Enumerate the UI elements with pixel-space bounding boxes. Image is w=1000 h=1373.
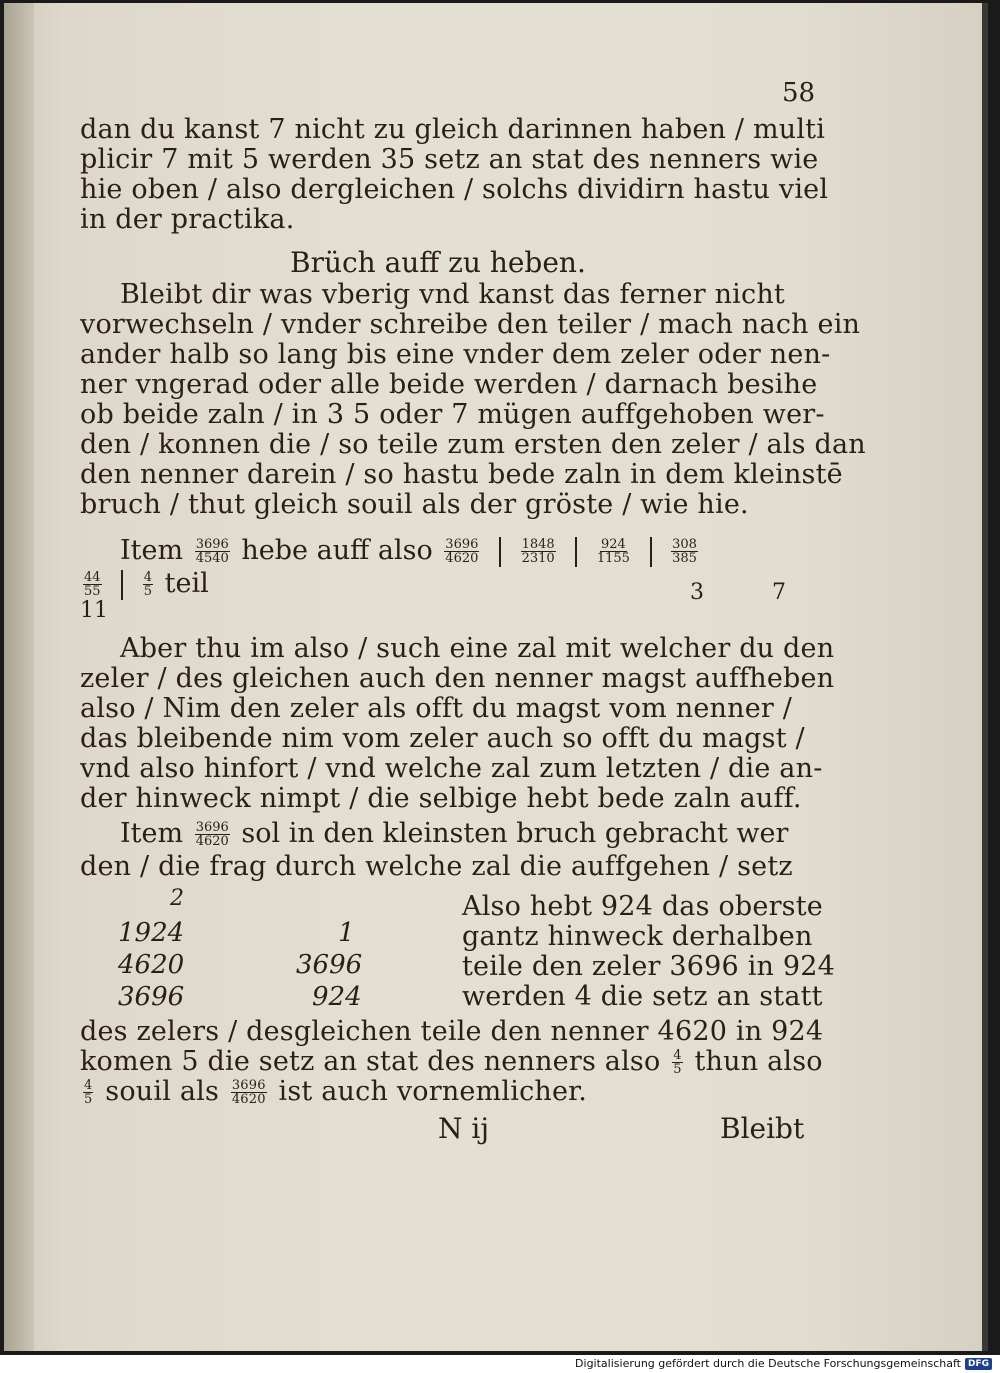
example-text: hebe auff also	[241, 535, 433, 566]
text-line: dan du kanst 7 nicht zu gleich darinnen haben / multi	[80, 114, 826, 145]
text-line: gantz hinweck derhalben	[462, 921, 813, 952]
fraction: $\frac{4}{5}$	[143, 570, 153, 599]
text-line: vnd also hinfort / vnd welche zal zum letzten / die an-	[80, 753, 823, 784]
text-line: Aber thu im also / such eine zal mit welcher du den	[120, 633, 835, 664]
fraction: $\frac{3696}{4620}$	[195, 820, 229, 849]
text-line: den nenner darein / so hastu bede zaln in dem kleinstē	[80, 459, 843, 490]
page-gutter	[4, 3, 34, 1351]
calc-top: 2	[170, 886, 184, 911]
example-text: teil	[164, 568, 209, 599]
text-line: ob beide zaln / in 3 5 oder 7 mügen auffgehoben wer-	[80, 399, 825, 430]
paragraph-rule	[80, 279, 866, 520]
fraction: $\frac{44}{55}$	[84, 570, 101, 599]
text-line	[80, 1046, 823, 1077]
text-line: der hinweck nimpt / die selbige hebt bede zaln auff.	[80, 783, 802, 814]
calc-mid: 1	[338, 918, 355, 948]
divisor-note: 11	[80, 598, 108, 623]
text-line: des zelers / desgleichen teile den nenner 4620 in 924	[80, 1016, 824, 1047]
fraction: $\frac{3696}{4620}$	[231, 1078, 266, 1107]
step-divider	[121, 570, 123, 600]
example-lead: Item	[120, 818, 184, 849]
example-lead: Item	[120, 535, 184, 566]
calc-mid: 3696	[296, 950, 363, 980]
divisor-note: 7	[772, 580, 786, 605]
example-text: sol in den kleinsten bruch gebracht wer	[241, 818, 789, 849]
calc-left: 4620	[118, 950, 185, 980]
text-line: in der practika.	[80, 204, 295, 235]
page-number: 58	[782, 78, 816, 108]
section-heading: Brüch auff zu heben.	[290, 246, 586, 279]
text-line: ner vngerad oder alle beide werden / darnach besihe	[80, 369, 818, 400]
text-line: vorwechseln / vnder schreibe den teiler / mach nach ein	[80, 309, 861, 340]
text-line: den / konnen die / so teile zum ersten den zeler / als dan	[80, 429, 866, 460]
example-reduction-row	[120, 535, 701, 567]
fraction-step: $\frac{1848}{2310}$	[521, 537, 555, 566]
dfg-logo: DFG	[965, 1358, 992, 1370]
text-line	[80, 1077, 820, 1107]
text-span: thun also	[694, 1046, 823, 1077]
paragraph-explanation-right	[462, 891, 836, 1012]
text-line: bruch / thut gleich souil als der gröste / wie hie.	[80, 489, 749, 520]
fraction-step: $\frac{924}{1155}$	[596, 537, 630, 566]
fraction-step: $\frac{308}{385}$	[672, 537, 697, 566]
digitization-credit	[575, 1357, 992, 1370]
calc-left: 1924	[118, 918, 185, 948]
text-line: werden 4 die setz an statt	[462, 981, 823, 1012]
step-divider	[650, 537, 652, 567]
example2-line1	[120, 818, 788, 849]
text-line: ander halb so lang bis eine vnder dem zeler oder nen-	[80, 339, 831, 370]
text-span: komen 5 die setz an stat des nenners also	[80, 1046, 661, 1077]
example-reduction-row-2	[80, 568, 209, 600]
text-line: also / Nim den zeler als offt du magst vom nenner /	[80, 693, 793, 724]
paragraph-method	[80, 633, 835, 814]
signature-mark: N ij	[438, 1112, 490, 1145]
text-line: plicir 7 mit 5 werden 35 setz an stat des nenners wie	[80, 144, 819, 175]
example2-line2	[80, 852, 820, 882]
text-span: souil als	[105, 1076, 220, 1107]
text-line: hie oben / also dergleichen / solchs dividirn hastu viel	[80, 174, 829, 205]
catchword: Bleibt	[720, 1112, 805, 1145]
paragraph-continuation	[80, 114, 829, 235]
fraction-step: $\frac{3696}{4620}$	[445, 537, 479, 566]
fraction: $\frac{4}{5}$	[673, 1048, 682, 1077]
text-line: zeler / des gleichen auch den nenner magst auffheben	[80, 663, 835, 694]
step-divider	[499, 537, 501, 567]
calc-mid: 924	[312, 982, 362, 1012]
divisor-note: 3	[690, 580, 704, 605]
fraction: $\frac{4}{5}$	[84, 1078, 93, 1107]
text-line: teile den zeler 3696 in 924	[462, 951, 836, 982]
text-span: ist auch vornemlicher.	[278, 1076, 588, 1107]
fraction: $\frac{3696}{4540}$	[195, 537, 229, 566]
paragraph-explanation	[80, 1016, 824, 1107]
calc-left: 3696	[118, 982, 185, 1012]
text-line: das bleibende nim vom zeler auch so offt du magst /	[80, 723, 805, 754]
text-line: Also hebt 924 das oberste	[462, 891, 823, 922]
text-line: Bleibt dir was vberig vnd kanst das ferner nicht	[120, 279, 785, 310]
step-divider	[575, 537, 577, 567]
credit-text: Digitalisierung gefördert durch die Deutsche Forschungsgemeinschaft	[575, 1357, 961, 1370]
text-line: den / die frag durch welche zal die auffgehen / setz	[80, 851, 793, 882]
